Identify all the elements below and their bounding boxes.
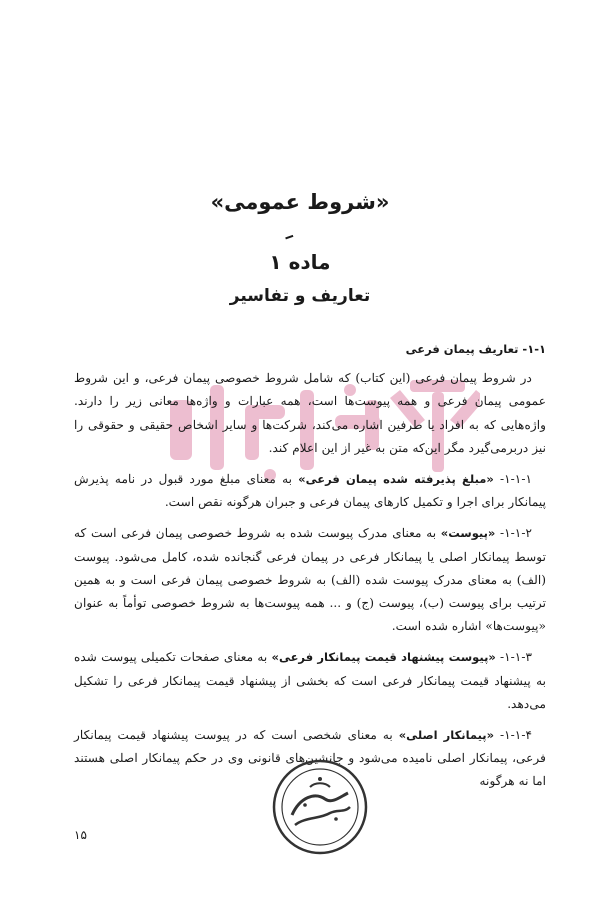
- part-title: «شروط عمومی»: [210, 190, 390, 214]
- clause-number: ۱-۱-۳-: [495, 650, 533, 665]
- paragraph-intro: [74, 367, 546, 460]
- defined-term: «مبلغ پذیرفته شده پیمان فرعی»: [298, 472, 494, 487]
- article-subtitle: تعاریف و تفاسیر: [229, 286, 371, 306]
- paragraph-definition: [74, 522, 546, 638]
- defined-term: «پیمانکار اصلی»: [398, 728, 495, 743]
- stamp-seal: [270, 757, 370, 857]
- paragraph-text: به معنای مدرک پیوست شده به شروط خصوصی پیمان فرعی است که توسط پیمانکار اصلی یا پیمانکار فرعی در پیمان فرعی گنجانده شده، کامل می‌شود. پیوست (الف) به معنای مدرک پیوست شده (الف) به شروط خصوصی پیمان فرعی است و به همین ترتیب برای پیوست (ب)، پیوست (ج) و ... همه پیوست‌ها به شروط خصوصی توأماً به عنوان «پیوست‌ها» اشاره شده است.: [74, 526, 546, 634]
- paragraph-text: به معنای شخصی است که در پیوست پیشنهاد قیمت پیمانکار فرعی، پیمانکار اصلی نامیده می‌شود و جانشین‌های قانونی وی در حکم پیمانکار اصلی هستند اما نه هرگونه: [74, 728, 546, 789]
- paragraph-definition: [74, 646, 546, 716]
- clause-number: ۱-۱-۴-: [494, 728, 533, 743]
- clause-number: ۱-۱-۱-: [493, 472, 532, 487]
- defined-term: «پیوست پیشنهاد قیمت پیمانکار فرعی»: [271, 650, 496, 665]
- defined-term: «پیوست»: [440, 526, 496, 541]
- accent-mark: [285, 235, 295, 243]
- paragraph-text: به معنای صفحات تکمیلی پیوست شده به پیشنهاد قیمت پیمانکار فرعی است که بخشی از پیشنهاد قیمت پیمانکار فرعی را تشکیل می‌دهد.: [74, 650, 546, 711]
- body-text: [74, 338, 546, 802]
- article-number: ماده ۱: [269, 250, 331, 274]
- paragraph-text: به معنای مبلغ مورد قبول در نامه پذیرش پیمانکار برای اجرا و تکمیل کارهای پیمان فرعی و جبران هرگونه نقص است.: [74, 472, 546, 510]
- clause-number: ۱-۱-۲-: [495, 526, 532, 541]
- page-number: ۱۵: [74, 828, 87, 842]
- paragraph-definition: [74, 468, 546, 514]
- section-heading: ۱-۱- تعاریف پیمان فرعی: [405, 342, 546, 356]
- paragraph-text: در شروط پیمان فرعی (این کتاب) که شامل شروط خصوصی پیمان فرعی، و این شروط عمومی پیمان فرعی و همه پیوست‌ها است، همه عبارات و واژه‌ها معانی زیر را دارند. واژه‌هایی که به افراد یا طرفین اشاره می‌کند، شرکت‌ها و سایر اشخاص حقیقی و حقوقی را نیز دربرمی‌گیرد مگر این‌که متن به غیر از این اعلام کند.: [74, 371, 546, 455]
